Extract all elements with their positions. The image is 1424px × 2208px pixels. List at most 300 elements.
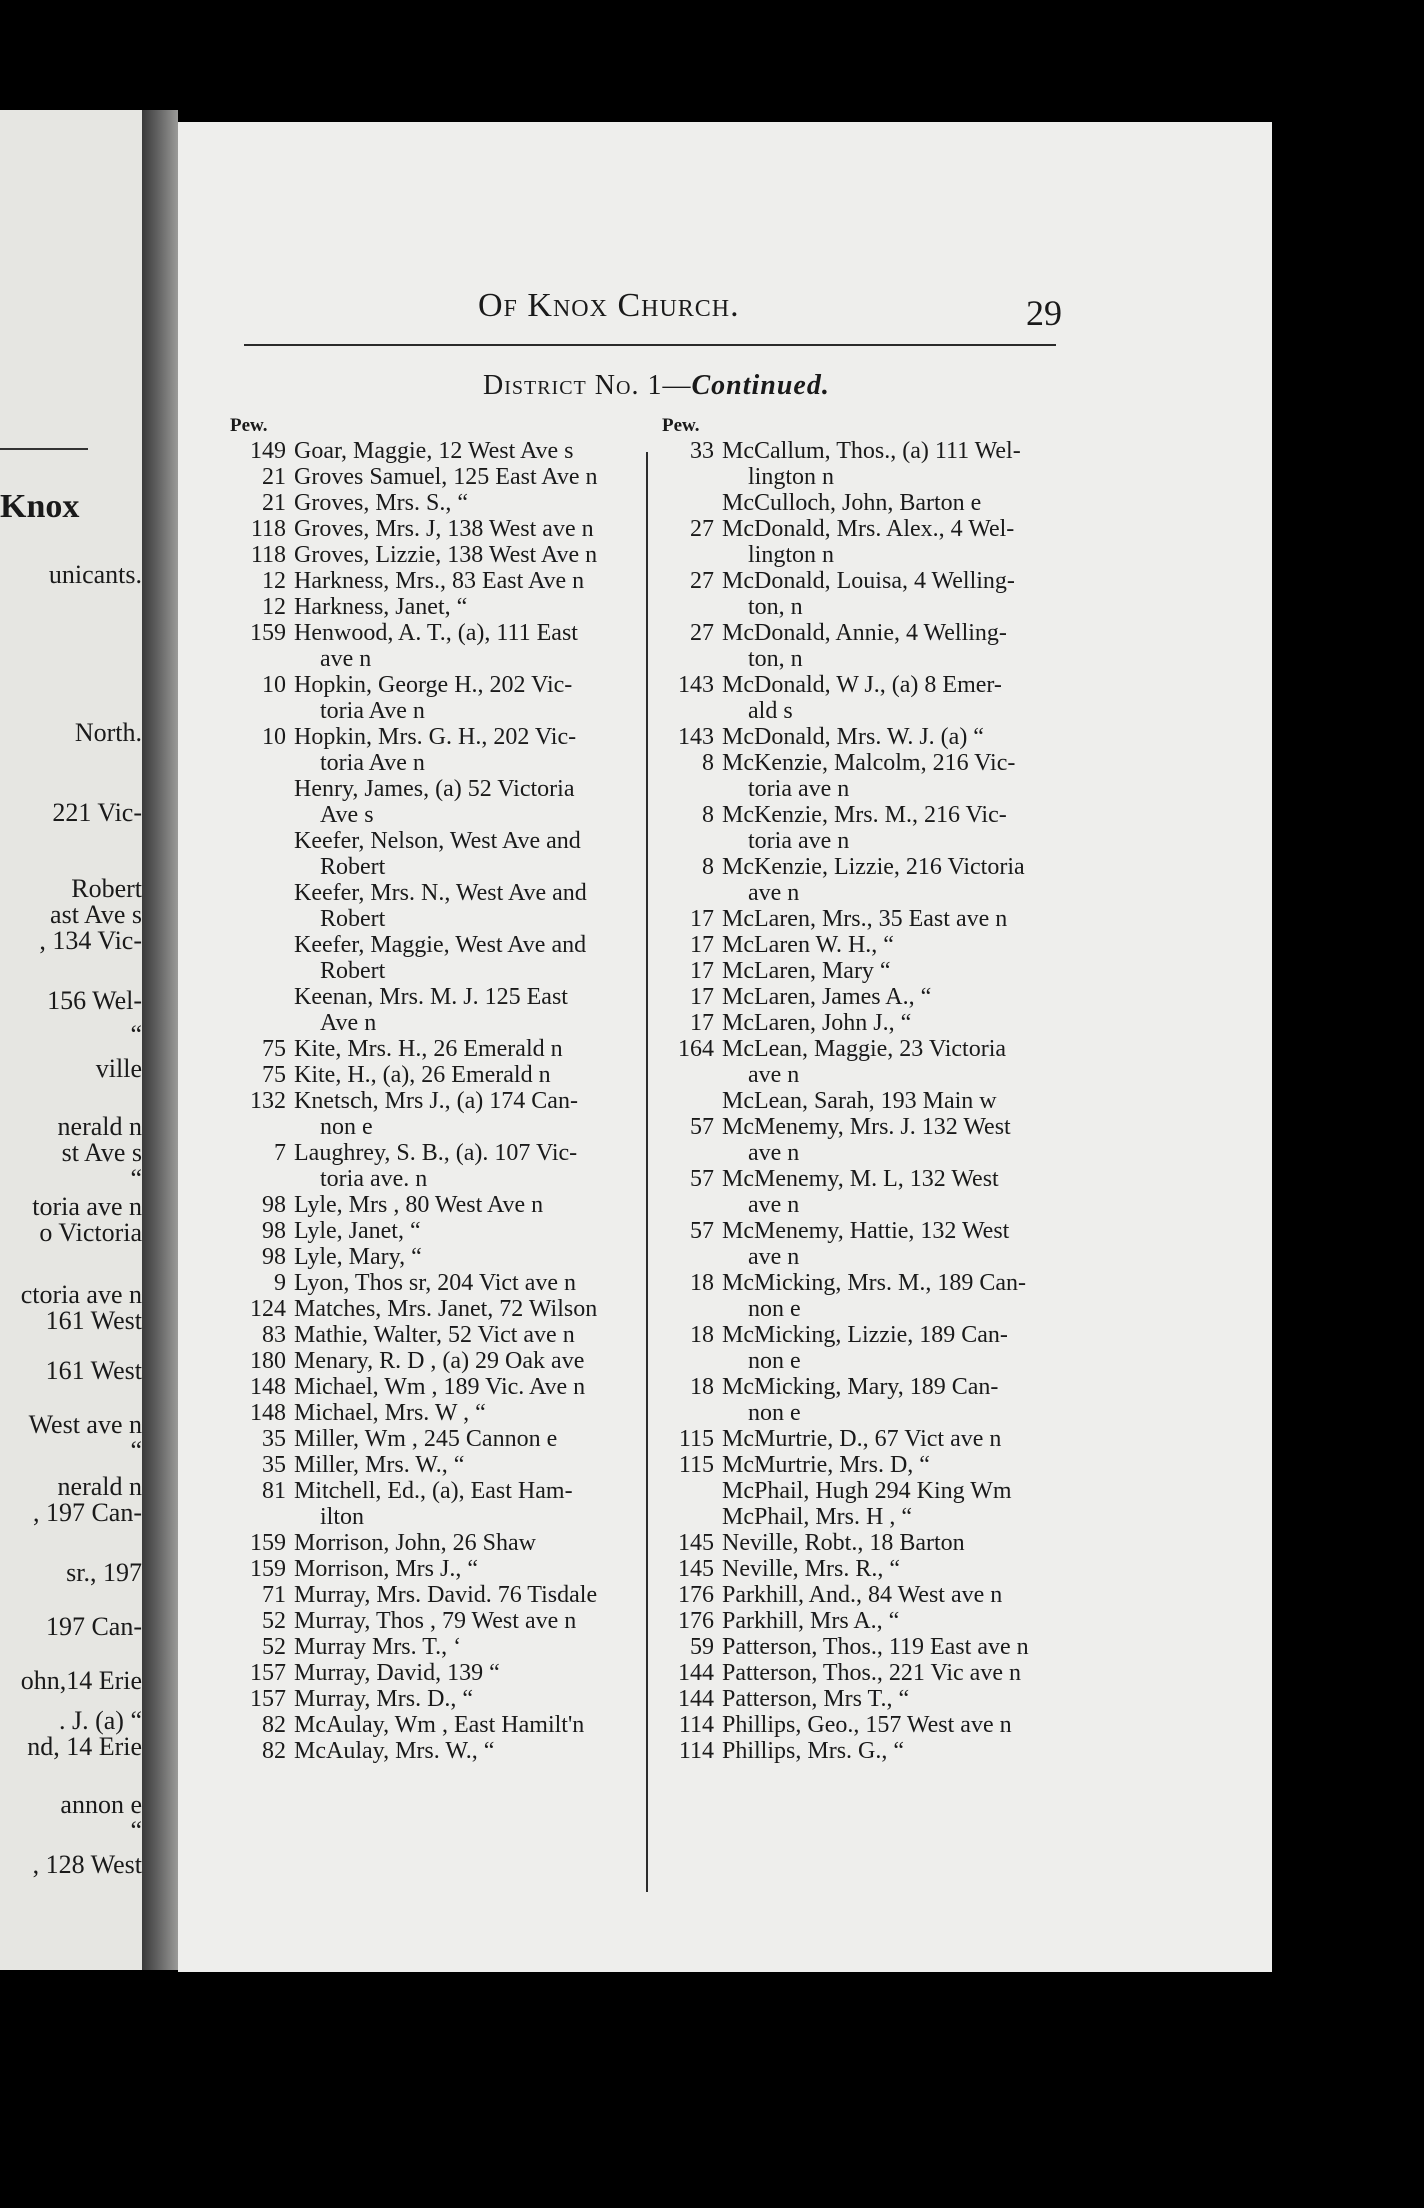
pew-number <box>662 464 722 490</box>
member-address-continued: non e <box>748 1400 801 1426</box>
member-entry <box>662 1608 1242 1634</box>
member-entry <box>230 1582 640 1608</box>
pew-number: 21 <box>262 464 286 490</box>
member-entry <box>230 1322 640 1348</box>
pew-number <box>230 646 294 672</box>
member-name-address: Kite, H., (a), 26 Emerald n <box>294 1062 551 1088</box>
pew-number: 57 <box>690 1218 714 1244</box>
facing-page-text: ohn,14 Erie <box>20 1666 142 1695</box>
pew-number: 115 <box>678 1452 714 1478</box>
member-address-continued: non e <box>748 1348 801 1374</box>
facing-page-text: Robert <box>71 874 142 903</box>
pew-number: 59 <box>690 1634 714 1660</box>
member-entry <box>230 1244 640 1270</box>
member-name-address: Groves, Mrs. S., “ <box>294 490 468 516</box>
member-name-address: McAulay, Mrs. W., “ <box>294 1738 495 1764</box>
pew-number: 164 <box>678 1036 714 1062</box>
member-entry <box>230 698 640 724</box>
pew-number: 17 <box>690 906 714 932</box>
member-name-address: McPhail, Mrs. H , “ <box>722 1504 912 1530</box>
member-address-continued: ave n <box>748 880 800 906</box>
member-entry <box>662 1634 1242 1660</box>
pew-number: 12 <box>262 568 286 594</box>
pew-number: 149 <box>250 438 286 464</box>
pew-number: 81 <box>262 1478 286 1504</box>
member-address-continued: ton, n <box>748 646 803 672</box>
member-name-address: Knetsch, Mrs J., (a) 174 Can- <box>294 1088 578 1114</box>
member-name-address: McMicking, Lizzie, 189 Can- <box>722 1322 1008 1348</box>
pew-number: 98 <box>262 1244 286 1270</box>
pew-number: 82 <box>262 1712 286 1738</box>
member-entry <box>230 1400 640 1426</box>
member-entry <box>230 828 640 854</box>
facing-page-text: , 197 Can- <box>32 1498 142 1527</box>
member-entry <box>662 646 1242 672</box>
member-name-address: Parkhill, Mrs A., “ <box>722 1608 900 1634</box>
pew-number <box>230 1166 294 1192</box>
member-name-address: Groves, Lizzie, 138 West Ave n <box>294 542 598 568</box>
member-name-address: Harkness, Mrs., 83 East Ave n <box>294 568 585 594</box>
member-name-address: Lyon, Thos sr, 204 Vict ave n <box>294 1270 577 1296</box>
member-name-address: Henwood, A. T., (a), 111 East <box>294 620 578 646</box>
pew-number: 180 <box>250 1348 286 1374</box>
member-name-address: Mathie, Walter, 52 Vict ave n <box>294 1322 575 1348</box>
member-address-continued: toria Ave n <box>320 698 425 724</box>
member-address-continued: Robert <box>320 854 386 880</box>
pew-number <box>230 1114 294 1140</box>
member-entry <box>662 464 1242 490</box>
member-entry <box>230 464 640 490</box>
member-entry <box>230 1270 640 1296</box>
member-name-address: Menary, R. D , (a) 29 Oak ave <box>294 1348 585 1374</box>
member-entry <box>230 646 640 672</box>
member-entry <box>662 1088 1242 1114</box>
member-name-address: Phillips, Mrs. G., “ <box>722 1738 905 1764</box>
member-entry <box>662 1010 1242 1036</box>
member-name-address: McLaren, John J., “ <box>722 1010 912 1036</box>
member-entry <box>230 1010 640 1036</box>
member-entry <box>230 1478 640 1504</box>
member-address-continued: ilton <box>320 1504 365 1530</box>
pew-number: 17 <box>690 958 714 984</box>
member-entry <box>662 1374 1242 1400</box>
facing-page-text: “ <box>130 1164 142 1193</box>
pew-number: 75 <box>262 1062 286 1088</box>
member-entry <box>230 1608 640 1634</box>
member-name-address: Keefer, Nelson, West Ave and <box>294 828 581 854</box>
member-entry <box>230 906 640 932</box>
member-entry <box>230 1452 640 1478</box>
pew-number: 176 <box>678 1582 714 1608</box>
member-entry <box>662 1582 1242 1608</box>
member-entry <box>230 750 640 776</box>
member-name-address: McMenemy, M. L, 132 West <box>722 1166 999 1192</box>
facing-page-text: nerald n <box>57 1472 142 1501</box>
pew-number: 17 <box>690 1010 714 1036</box>
member-entry <box>230 620 640 646</box>
member-entry <box>230 672 640 698</box>
member-name-address: Groves Samuel, 125 East Ave n <box>294 464 598 490</box>
member-entry <box>662 1166 1242 1192</box>
member-entry <box>662 672 1242 698</box>
member-name-address: Miller, Wm , 245 Cannon e <box>294 1426 558 1452</box>
pew-number: 10 <box>262 724 286 750</box>
pew-number: 18 <box>690 1322 714 1348</box>
member-entry <box>230 568 640 594</box>
member-name-address: McDonald, Louisa, 4 Welling- <box>722 568 1015 594</box>
member-name-address: Patterson, Thos., 119 East ave n <box>722 1634 1029 1660</box>
pew-number <box>662 880 722 906</box>
pew-number <box>230 1010 294 1036</box>
pew-number: 157 <box>250 1686 286 1712</box>
member-name-address: Harkness, Janet, “ <box>294 594 468 620</box>
member-entry <box>662 1062 1242 1088</box>
facing-page-text: ast Ave s <box>50 900 142 929</box>
member-entry <box>662 1218 1242 1244</box>
member-entry <box>662 1244 1242 1270</box>
column-divider <box>646 452 648 1892</box>
pew-number <box>662 1192 722 1218</box>
pew-number <box>230 750 294 776</box>
pew-number <box>230 906 294 932</box>
member-entry <box>230 880 640 906</box>
member-name-address: McLaren, Mary “ <box>722 958 891 984</box>
pew-number: 8 <box>702 802 714 828</box>
member-address-continued: toria ave n <box>748 828 850 854</box>
facing-page-text: unicants. <box>48 560 142 589</box>
member-name-address: Keenan, Mrs. M. J. 125 East <box>294 984 568 1010</box>
member-entry <box>230 1348 640 1374</box>
member-name-address: Hopkin, George H., 202 Vic- <box>294 672 573 698</box>
member-address-continued: non e <box>320 1114 373 1140</box>
pew-number: 82 <box>262 1738 286 1764</box>
member-entry <box>230 1062 640 1088</box>
district-title <box>483 370 830 402</box>
facing-page-fragment <box>0 110 142 1970</box>
member-entry <box>662 1322 1242 1348</box>
member-entry <box>230 1504 640 1530</box>
facing-page-text: “ <box>130 1816 142 1845</box>
member-entry <box>230 1556 640 1582</box>
facing-page-text: 156 Wel- <box>47 986 142 1015</box>
member-entry <box>662 958 1242 984</box>
pew-number <box>230 958 294 984</box>
member-entry <box>230 776 640 802</box>
member-entry <box>230 1634 640 1660</box>
facing-page-text: , 128 West <box>32 1850 142 1879</box>
facing-page-text: “ <box>130 1020 142 1049</box>
member-entry <box>230 854 640 880</box>
pew-number: 71 <box>262 1582 286 1608</box>
pew-number: 17 <box>690 984 714 1010</box>
running-head: Of Knox Church. <box>478 287 740 324</box>
member-entry <box>662 1270 1242 1296</box>
pew-number: 52 <box>262 1608 286 1634</box>
pew-number: 17 <box>690 932 714 958</box>
member-entry <box>662 1400 1242 1426</box>
member-entry <box>230 1036 640 1062</box>
pew-number <box>662 542 722 568</box>
pew-number <box>230 932 294 958</box>
facing-page-rule <box>0 448 88 450</box>
pew-number <box>662 490 722 516</box>
member-entry <box>230 594 640 620</box>
pew-number <box>230 880 294 906</box>
member-address-continued: toria Ave n <box>320 750 425 776</box>
member-entry <box>662 1192 1242 1218</box>
pew-number: 148 <box>250 1400 286 1426</box>
pew-number <box>662 1062 722 1088</box>
pew-number: 10 <box>262 672 286 698</box>
member-name-address: McAulay, Wm , East Hamilt'n <box>294 1712 585 1738</box>
member-name-address: Murray, Thos , 79 West ave n <box>294 1608 577 1634</box>
facing-page-text: North. <box>74 718 142 747</box>
member-entry <box>230 1738 640 1764</box>
member-entry <box>662 1478 1242 1504</box>
member-name-address: Lyle, Janet, “ <box>294 1218 421 1244</box>
member-entry <box>662 1036 1242 1062</box>
member-entry <box>662 1660 1242 1686</box>
member-name-address: McMicking, Mary, 189 Can- <box>722 1374 999 1400</box>
facing-page-text: sr., 197 <box>66 1558 142 1587</box>
pew-number <box>662 594 722 620</box>
member-name-address: Michael, Mrs. W , “ <box>294 1400 486 1426</box>
pew-number: 148 <box>250 1374 286 1400</box>
pew-number: 159 <box>250 1556 286 1582</box>
member-address-continued: lington n <box>748 464 835 490</box>
pew-number: 114 <box>678 1712 714 1738</box>
pew-number <box>662 1296 722 1322</box>
member-address-continued: ave n <box>320 646 372 672</box>
pew-number <box>662 776 722 802</box>
member-name-address: McLaren, James A., “ <box>722 984 932 1010</box>
facing-page-text: West ave n <box>28 1410 142 1439</box>
member-name-address: Neville, Mrs. R., “ <box>722 1556 900 1582</box>
pew-number: 145 <box>678 1556 714 1582</box>
member-entry <box>230 1140 640 1166</box>
member-entry <box>230 1114 640 1140</box>
member-name-address: Murray, Mrs. D., “ <box>294 1686 474 1712</box>
member-entry <box>230 1088 640 1114</box>
member-entry <box>230 984 640 1010</box>
member-entry <box>230 802 640 828</box>
pew-number <box>230 984 294 1010</box>
member-name-address: McLaren, Mrs., 35 East ave n <box>722 906 1008 932</box>
pew-number <box>662 1478 722 1504</box>
member-entry <box>662 1738 1242 1764</box>
facing-page-text: 221 Vic- <box>52 798 142 827</box>
member-name-address: McDonald, Mrs. W. J. (a) “ <box>722 724 984 750</box>
pew-number: 83 <box>262 1322 286 1348</box>
member-entry <box>230 1218 640 1244</box>
member-name-address: McDonald, Annie, 4 Welling- <box>722 620 1007 646</box>
member-name-address: McMenemy, Mrs. J. 132 West <box>722 1114 1011 1140</box>
member-entry <box>662 1348 1242 1374</box>
member-entry <box>662 594 1242 620</box>
facing-page-text: , 134 Vic- <box>39 926 142 955</box>
member-entry <box>230 958 640 984</box>
facing-page-text: o Victoria <box>39 1218 142 1247</box>
member-entry <box>230 1166 640 1192</box>
facing-page-text: annon e <box>60 1790 142 1819</box>
pew-column-label: Pew. <box>230 415 268 436</box>
pew-number: 143 <box>678 724 714 750</box>
book-spine <box>142 110 178 1970</box>
pew-number: 35 <box>262 1452 286 1478</box>
pew-number: 98 <box>262 1192 286 1218</box>
member-address-continued: ave n <box>748 1244 800 1270</box>
pew-number: 145 <box>678 1530 714 1556</box>
pew-number: 18 <box>690 1270 714 1296</box>
pew-number <box>662 1400 722 1426</box>
member-entry <box>662 1426 1242 1452</box>
member-name-address: Keefer, Mrs. N., West Ave and <box>294 880 587 906</box>
member-entry <box>662 1452 1242 1478</box>
pew-number <box>662 1244 722 1270</box>
member-name-address: McDonald, Mrs. Alex., 4 Wel- <box>722 516 1015 542</box>
member-address-continued: Robert <box>320 906 386 932</box>
member-name-address: Murray Mrs. T., ‘ <box>294 1634 462 1660</box>
member-name-address: Morrison, John, 26 Shaw <box>294 1530 537 1556</box>
pew-number: 7 <box>274 1140 286 1166</box>
pew-number: 27 <box>690 516 714 542</box>
member-name-address: McLean, Maggie, 23 Victoria <box>722 1036 1007 1062</box>
member-name-address: Phillips, Geo., 157 West ave n <box>722 1712 1012 1738</box>
member-name-address: Laughrey, S. B., (a). 107 Vic- <box>294 1140 578 1166</box>
district-label: District No. 1— <box>483 370 692 401</box>
member-name-address: Mitchell, Ed., (a), East Ham- <box>294 1478 573 1504</box>
member-name-address: Matches, Mrs. Janet, 72 Wilson <box>294 1296 598 1322</box>
member-name-address: Murray, Mrs. David. 76 Tisdale <box>294 1582 598 1608</box>
page <box>178 122 1272 1972</box>
member-name-address: Kite, Mrs. H., 26 Emerald n <box>294 1036 563 1062</box>
pew-number: 27 <box>690 620 714 646</box>
member-entry <box>662 1686 1242 1712</box>
pew-number: 21 <box>262 490 286 516</box>
pew-number: 124 <box>250 1296 286 1322</box>
pew-number: 143 <box>678 672 714 698</box>
member-entry <box>230 438 640 464</box>
pew-number: 144 <box>678 1660 714 1686</box>
member-entry <box>230 724 640 750</box>
facing-page-text: 161 West <box>45 1356 142 1385</box>
member-name-address: Henry, James, (a) 52 Victoria <box>294 776 575 802</box>
pew-number: 52 <box>262 1634 286 1660</box>
member-name-address: Patterson, Mrs T., “ <box>722 1686 910 1712</box>
member-name-address: Patterson, Thos., 221 Vic ave n <box>722 1660 1021 1686</box>
pew-number: 57 <box>690 1166 714 1192</box>
member-name-address: Miller, Mrs. W., “ <box>294 1452 465 1478</box>
member-entry <box>662 854 1242 880</box>
member-name-address: McKenzie, Mrs. M., 216 Vic- <box>722 802 1007 828</box>
member-entry <box>662 1114 1242 1140</box>
facing-page-text: ctoria ave n <box>20 1280 142 1309</box>
member-name-address: Michael, Wm , 189 Vic. Ave n <box>294 1374 586 1400</box>
pew-number: 18 <box>690 1374 714 1400</box>
member-name-address: Murray, David, 139 “ <box>294 1660 500 1686</box>
pew-number <box>662 1504 722 1530</box>
district-continued: Continued. <box>691 370 830 401</box>
member-entry <box>230 1374 640 1400</box>
member-name-address: McCallum, Thos., (a) 111 Wel- <box>722 438 1021 464</box>
member-entry <box>662 516 1242 542</box>
member-entry <box>662 828 1242 854</box>
pew-number: 159 <box>250 620 286 646</box>
pew-number: 75 <box>262 1036 286 1062</box>
member-entry <box>230 1686 640 1712</box>
member-name-address: Lyle, Mrs , 80 West Ave n <box>294 1192 544 1218</box>
facing-page-text: 161 West <box>45 1306 142 1335</box>
pew-number <box>230 854 294 880</box>
member-name-address: McKenzie, Malcolm, 216 Vic- <box>722 750 1016 776</box>
member-name-address: McKenzie, Lizzie, 216 Victoria <box>722 854 1025 880</box>
member-entry <box>230 1192 640 1218</box>
pew-number: 9 <box>274 1270 286 1296</box>
member-entry <box>662 984 1242 1010</box>
member-entry <box>662 1530 1242 1556</box>
member-entry <box>662 1712 1242 1738</box>
header-rule <box>244 344 1056 346</box>
member-entry <box>230 1426 640 1452</box>
member-entry <box>662 490 1242 516</box>
member-address-continued: toria ave. n <box>320 1166 428 1192</box>
member-name-address: McLaren W. H., “ <box>722 932 894 958</box>
member-name-address: McMicking, Mrs. M., 189 Can- <box>722 1270 1026 1296</box>
member-address-continued: non e <box>748 1296 801 1322</box>
pew-number <box>662 646 722 672</box>
member-address-continued: Ave s <box>320 802 374 828</box>
facing-page-text: toria ave n <box>32 1192 142 1221</box>
member-address-continued: ave n <box>748 1192 800 1218</box>
pew-number: 176 <box>678 1608 714 1634</box>
member-entry <box>662 932 1242 958</box>
pew-number: 114 <box>678 1738 714 1764</box>
member-entry <box>662 698 1242 724</box>
member-entry <box>230 542 640 568</box>
member-name-address: McMurtrie, D., 67 Vict ave n <box>722 1426 1002 1452</box>
member-name-address: Keefer, Maggie, West Ave and <box>294 932 587 958</box>
member-entry <box>662 542 1242 568</box>
member-name-address: Lyle, Mary, “ <box>294 1244 422 1270</box>
pew-number <box>662 1088 722 1114</box>
pew-number: 115 <box>678 1426 714 1452</box>
facing-page-text: nerald n <box>57 1112 142 1141</box>
pew-number: 33 <box>690 438 714 464</box>
member-name-address: Neville, Robt., 18 Barton <box>722 1530 965 1556</box>
member-entry <box>662 1140 1242 1166</box>
facing-page-text: st Ave s <box>61 1138 142 1167</box>
left-column <box>230 414 640 1764</box>
member-name-address: McCulloch, John, Barton e <box>722 490 982 516</box>
member-entry <box>662 880 1242 906</box>
pew-number: 98 <box>262 1218 286 1244</box>
pew-number: 159 <box>250 1530 286 1556</box>
pew-number <box>230 776 294 802</box>
pew-number: 144 <box>678 1686 714 1712</box>
pew-number <box>662 698 722 724</box>
member-entry <box>662 776 1242 802</box>
member-entry <box>662 568 1242 594</box>
member-address-continued: ton, n <box>748 594 803 620</box>
pew-number <box>662 828 722 854</box>
member-entry <box>662 906 1242 932</box>
member-address-continued: Ave n <box>320 1010 377 1036</box>
pew-number: 35 <box>262 1426 286 1452</box>
member-entry <box>230 1530 640 1556</box>
facing-page-heading: Knox <box>0 488 80 525</box>
pew-number: 157 <box>250 1660 286 1686</box>
member-name-address: Goar, Maggie, 12 West Ave s <box>294 438 574 464</box>
